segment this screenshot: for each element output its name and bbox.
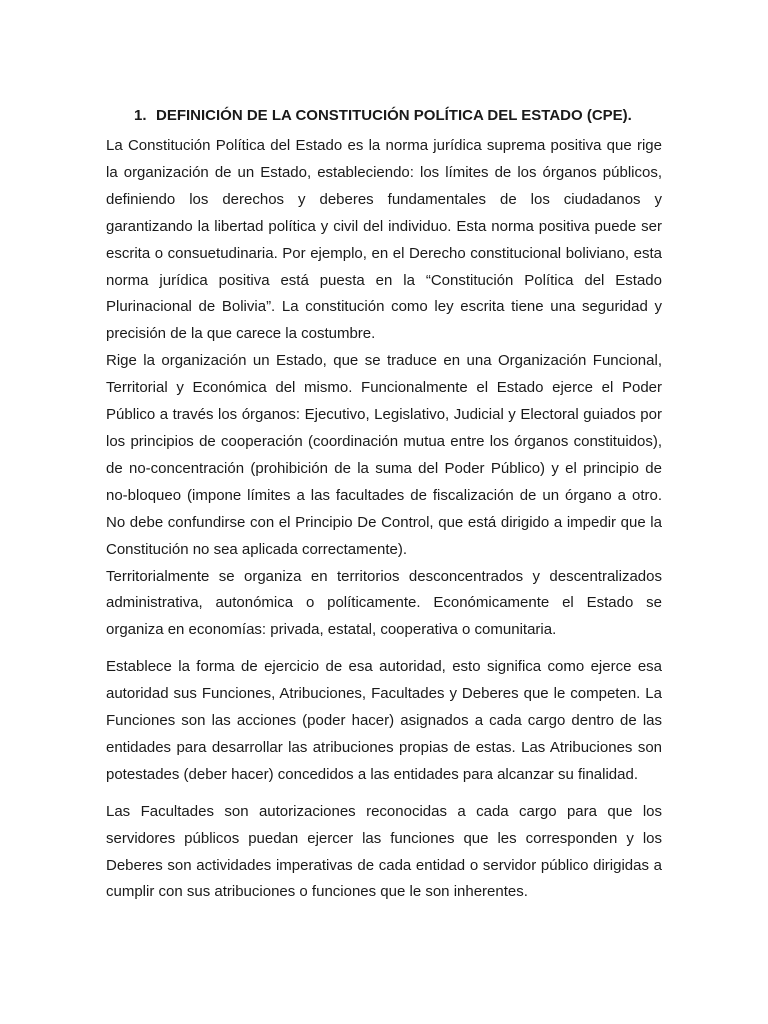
section-heading [134, 106, 662, 126]
section-number: 1. [134, 107, 147, 124]
paragraph: La Constitución Política del Estado es la norma jurídica suprema positiva que rige la organización de un Estado, estableciendo: los límites de los órganos públicos, definiendo los derechos y deberes fundamentales de los ciudadanos y garantizando la libertad política y civil del individuo. Esta norma positiva puede ser escrita o consuetudinaria. Por ejemplo, en el Derecho constitucional boliviano, esta norma jurídica positiva está puesta en la “Constitución Política del Estado Plurinacional de Bolivia”. La constitución como ley escrita tiene una seguridad y precisión de la que carece la costumbre. [106, 137, 662, 343]
paragraph: Rige la organización un Estado, que se traduce en una Organización Funcional, Territorial y Económica del mismo. Funcionalmente el Estado ejerce el Poder Público a través los órganos: Ejecutivo, Legislativo, Judicial y Electoral guiados por los principios de cooperación (coordinación mutua entre los órganos constituidos), de no-concentración (prohibición de la suma del Poder Público) y el principio de no-bloqueo (impone límites a las facultades de fiscalización de un órgano a otro. No debe confundirse con el Principio De Control, que está dirigido a impedir que la Constitución no sea aplicada correctamente). [106, 352, 662, 558]
paragraph: Territorialmente se organiza en territorios desconcentrados y descentralizados administrativa, autonómica o políticamente. Económicamente el Estado se organiza en economías: privada, estatal, cooperativa o comunitaria. [106, 567, 662, 639]
paragraph: Las Facultades son autorizaciones reconocidas a cada cargo para que los servidores públicos puedan ejercer las funciones que les corresponden y los Deberes son actividades imperativas de cada entidad o servidor público dirigidas a cumplir con sus atribuciones o funciones que le son inherentes. [106, 802, 662, 901]
section-title: DEFINICIÓN DE LA CONSTITUCIÓN POLÍTICA DEL ESTADO (CPE). [156, 107, 632, 124]
body-text [106, 133, 662, 906]
paragraph: Establece la forma de ejercicio de esa autoridad, esto significa como ejerce esa autoridad sus Funciones, Atribuciones, Facultades y Deberes que le competen. La Funciones son las acciones (poder hacer) asignados a cada cargo dentro de las entidades para desarrollar las atribuciones propias de estas. Las Atribuciones son potestades (deber hacer) concedidos a las entidades para alcanzar su finalidad. [106, 658, 662, 783]
